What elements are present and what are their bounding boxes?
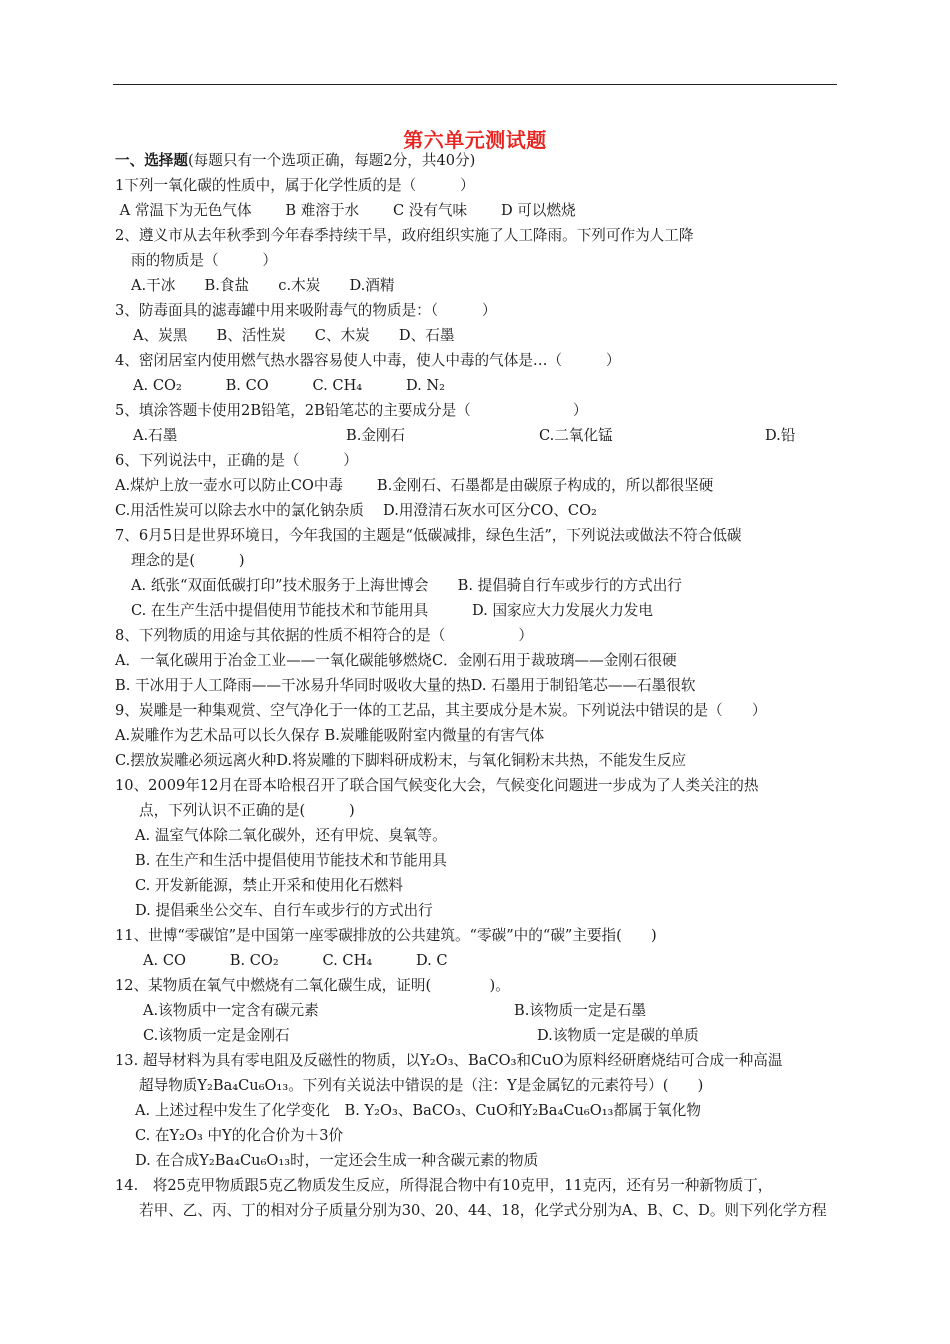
option-line: C.摆放炭雕必须远离火种D.将炭雕的下脚料研成粉末，与氧化铜粉末共热，不能发生反应 bbox=[115, 752, 687, 769]
option-line: A、炭黑 B、活性炭 C、木炭 D、石墨 bbox=[133, 327, 455, 344]
question-line: 5、填涂答题卡使用2B铅笔，2B铅笔芯的主要成分是（ ） bbox=[115, 402, 588, 419]
question-line: 若甲、乙、丙、丁的相对分子质量分别为30、20、44、18，化学式分别为A、B、C、D。则下列化学方程 bbox=[139, 1202, 827, 1219]
question-line: 点，下列认识不正确的是( ) bbox=[139, 802, 355, 819]
option-line: A 常温下为无色气体 B 难溶于水 C 没有气味 D 可以燃烧 bbox=[115, 202, 576, 219]
option-line: A.干冰 B.食盐 c.木炭 D.酒精 bbox=[131, 277, 395, 294]
option-line: A.煤炉上放一壶水可以防止CO中毒 B.金刚石、石墨都是由碳原子构成的，所以都很坚硬 bbox=[115, 477, 714, 494]
question-line: 超导物质Y₂Ba₄Cu₆O₁₃。下列有关说法中错误的是（注：Y是金属钇的元素符号）( ) bbox=[139, 1077, 704, 1094]
option-line: A．一氧化碳用于冶金工业——一氧化碳能够燃烧C．金刚石用于裁玻璃——金刚石很硬 bbox=[115, 652, 677, 669]
option-line: A.炭雕作为艺术品可以长久保存 B.炭雕能吸附室内微量的有害气体 bbox=[115, 727, 545, 744]
question-line: 1下列一氧化碳的性质中，属于化学性质的是（ ） bbox=[115, 177, 475, 194]
option-line: D. 在合成Y₂Ba₄Cu₆O₁₃时，一定还会生成一种含碳元素的物质 bbox=[135, 1152, 539, 1169]
option-line: A.该物质中一定含有碳元素 bbox=[143, 1002, 319, 1019]
question-line: 8、下列物质的用途与其依据的性质不相符合的是（ ） bbox=[115, 627, 533, 644]
question-line: 4、密闭居室内使用燃气热水器容易使人中毒，使人中毒的气体是…（ ） bbox=[115, 352, 621, 369]
option-line: A. 温室气体除二氧化碳外，还有甲烷、臭氧等。 bbox=[135, 827, 447, 844]
option-line: A. 纸张“双面低碳打印”技术服务于上海世博会 B. 提倡骑自行车或步行的方式出行 bbox=[131, 577, 682, 594]
question-line: 11、世博“零碳馆”是中国第一座零碳排放的公共建筑。“零碳”中的“碳”主要指( ) bbox=[115, 927, 657, 944]
question-line: 7、6月5日是世界环境日，今年我国的主题是“低碳减排，绿色生活”，下列说法或做法不符合低碳 bbox=[115, 527, 742, 544]
section-heading-line bbox=[115, 151, 475, 171]
option-line: A. CO B. CO₂ C. CH₄ D. C bbox=[143, 952, 448, 969]
header-rule bbox=[113, 84, 837, 85]
page-title: 第六单元测试题 bbox=[403, 128, 547, 152]
option-line: C.用活性炭可以除去水中的氯化钠杂质 D.用澄清石灰水可区分CO、CO₂ bbox=[115, 502, 597, 519]
question-line: 13. 超导材料为具有零电阻及反磁性的物质，以Y₂O₃、BaCO₃和CuO为原料经研磨烧结可合成一种高温 bbox=[115, 1052, 783, 1069]
question-line: 6、下列说法中，正确的是（ ） bbox=[115, 452, 358, 469]
question-line: 9、炭雕是一种集观赏、空气净化于一体的工艺品，其主要成分是木炭。下列说法中错误的是（ ） bbox=[115, 702, 767, 719]
question-line: 2、遵义市从去年秋季到今年春季持续干旱，政府组织实施了人工降雨。下列可作为人工降 bbox=[115, 227, 694, 244]
option-line: B.该物质一定是石墨 bbox=[514, 1002, 647, 1019]
question-line: 10、2009年12月在哥本哈根召开了联合国气候变化大会，气候变化问题进一步成为了人类关注的热 bbox=[115, 777, 759, 794]
option-line: C. 在Y₂O₃ 中Y的化合价为＋3价 bbox=[135, 1127, 344, 1144]
question-line: 14. 将25克甲物质跟5克乙物质发生反应，所得混合物中有10克甲，11克丙，还有另一种新物质丁， bbox=[115, 1177, 773, 1194]
section-heading: 一、选择题 bbox=[115, 152, 188, 169]
question-line: 12、某物质在氧气中燃烧有二氧化碳生成，证明( )。 bbox=[115, 977, 510, 994]
question-line: 3、防毒面具的滤毒罐中用来吸附毒气的物质是：（ ） bbox=[115, 302, 497, 319]
option-line: A.石墨 bbox=[133, 427, 178, 444]
option-line: C. 在生产生活中提倡使用节能技术和节能用具 D. 国家应大力发展火力发电 bbox=[131, 602, 653, 619]
section-note: (每题只有一个选项正确，每题2分，共40分) bbox=[187, 152, 476, 169]
option-line: B.金刚石 bbox=[346, 427, 406, 444]
option-line: C.二氧化锰 bbox=[539, 427, 613, 444]
question-line: 雨的物质是（ ） bbox=[131, 252, 277, 269]
option-line: D.铅 bbox=[765, 427, 796, 444]
option-line: C.该物质一定是金刚石 bbox=[143, 1027, 290, 1044]
option-line: B. 在生产和生活中提倡使用节能技术和节能用具 bbox=[135, 852, 447, 869]
option-line: C. 开发新能源，禁止开采和使用化石燃料 bbox=[135, 877, 404, 894]
question-line: 理念的是( ) bbox=[131, 552, 245, 569]
option-line: A. CO₂ B. CO C. CH₄ D. N₂ bbox=[133, 377, 446, 394]
option-line: A. 上述过程中发生了化学变化 B. Y₂O₃、BaCO₃、CuO和Y₂Ba₄Cu₆O₁₃都属于氧化物 bbox=[135, 1102, 701, 1119]
option-line: D.该物质一定是碳的单质 bbox=[537, 1027, 699, 1044]
option-line: D. 提倡乘坐公交车、自行车或步行的方式出行 bbox=[135, 902, 433, 919]
option-line: B. 干冰用于人工降雨——干冰易升华同时吸收大量的热D. 石墨用于制铅笔芯——石墨很软 bbox=[115, 677, 696, 694]
